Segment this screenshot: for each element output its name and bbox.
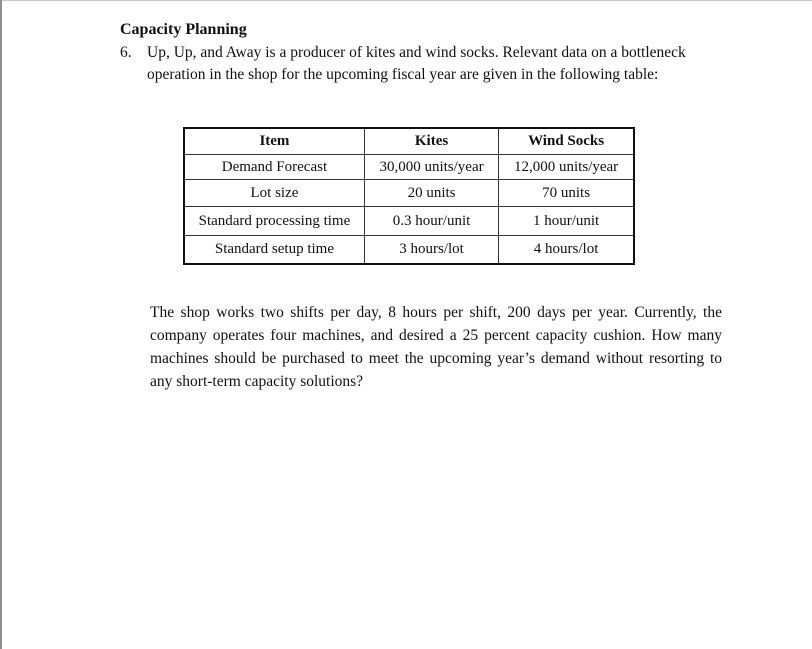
- page-top-border: [0, 0, 812, 1]
- wind-socks-value: 70 units: [499, 180, 634, 207]
- table-row: [184, 236, 634, 265]
- kites-value: 3 hours/lot: [364, 236, 498, 265]
- table-header-row: [184, 128, 634, 155]
- question-number: 6.: [120, 44, 132, 61]
- kites-value: 30,000 units/year: [364, 155, 498, 180]
- header-kites: Kites: [364, 128, 498, 155]
- row-label: Standard setup time: [184, 236, 364, 265]
- table-row: [184, 155, 634, 180]
- wind-socks-value: 4 hours/lot: [533, 241, 599, 257]
- row-label: Standard processing time: [184, 207, 364, 236]
- question-block: [120, 42, 720, 86]
- header-item: Item: [184, 128, 364, 155]
- page-left-border: [0, 0, 2, 649]
- wind-socks-value: 1 hour/unit: [499, 207, 634, 236]
- wind-socks-value: 12,000 units/year: [499, 155, 634, 180]
- row-label: Lot size: [184, 180, 364, 207]
- kites-value: 20 units: [364, 180, 498, 207]
- problem-paragraph: The shop works two shifts per day, 8 hours per shift, 200 days per year. Currently, the company operates four machines, and desired a 25 percent capacity cushion. How many machines should be purchased to meet the upcoming year’s demand without resorting to any short-term capacity solutions?: [150, 304, 722, 390]
- section-title: Capacity Planning: [120, 21, 247, 38]
- kites-value: 0.3 hour/unit: [364, 207, 498, 236]
- header-wind-socks: Wind Socks: [499, 128, 634, 155]
- row-label: Demand Forecast: [184, 155, 364, 180]
- table-row: [184, 180, 634, 207]
- question-text: Up, Up, and Away is a producer of kites and wind socks. Relevant data on a bottleneck operation in the shop for the upcoming fiscal year are given in the following table:: [147, 44, 686, 83]
- table-row: [184, 207, 634, 236]
- bottleneck-data-table: [183, 127, 635, 265]
